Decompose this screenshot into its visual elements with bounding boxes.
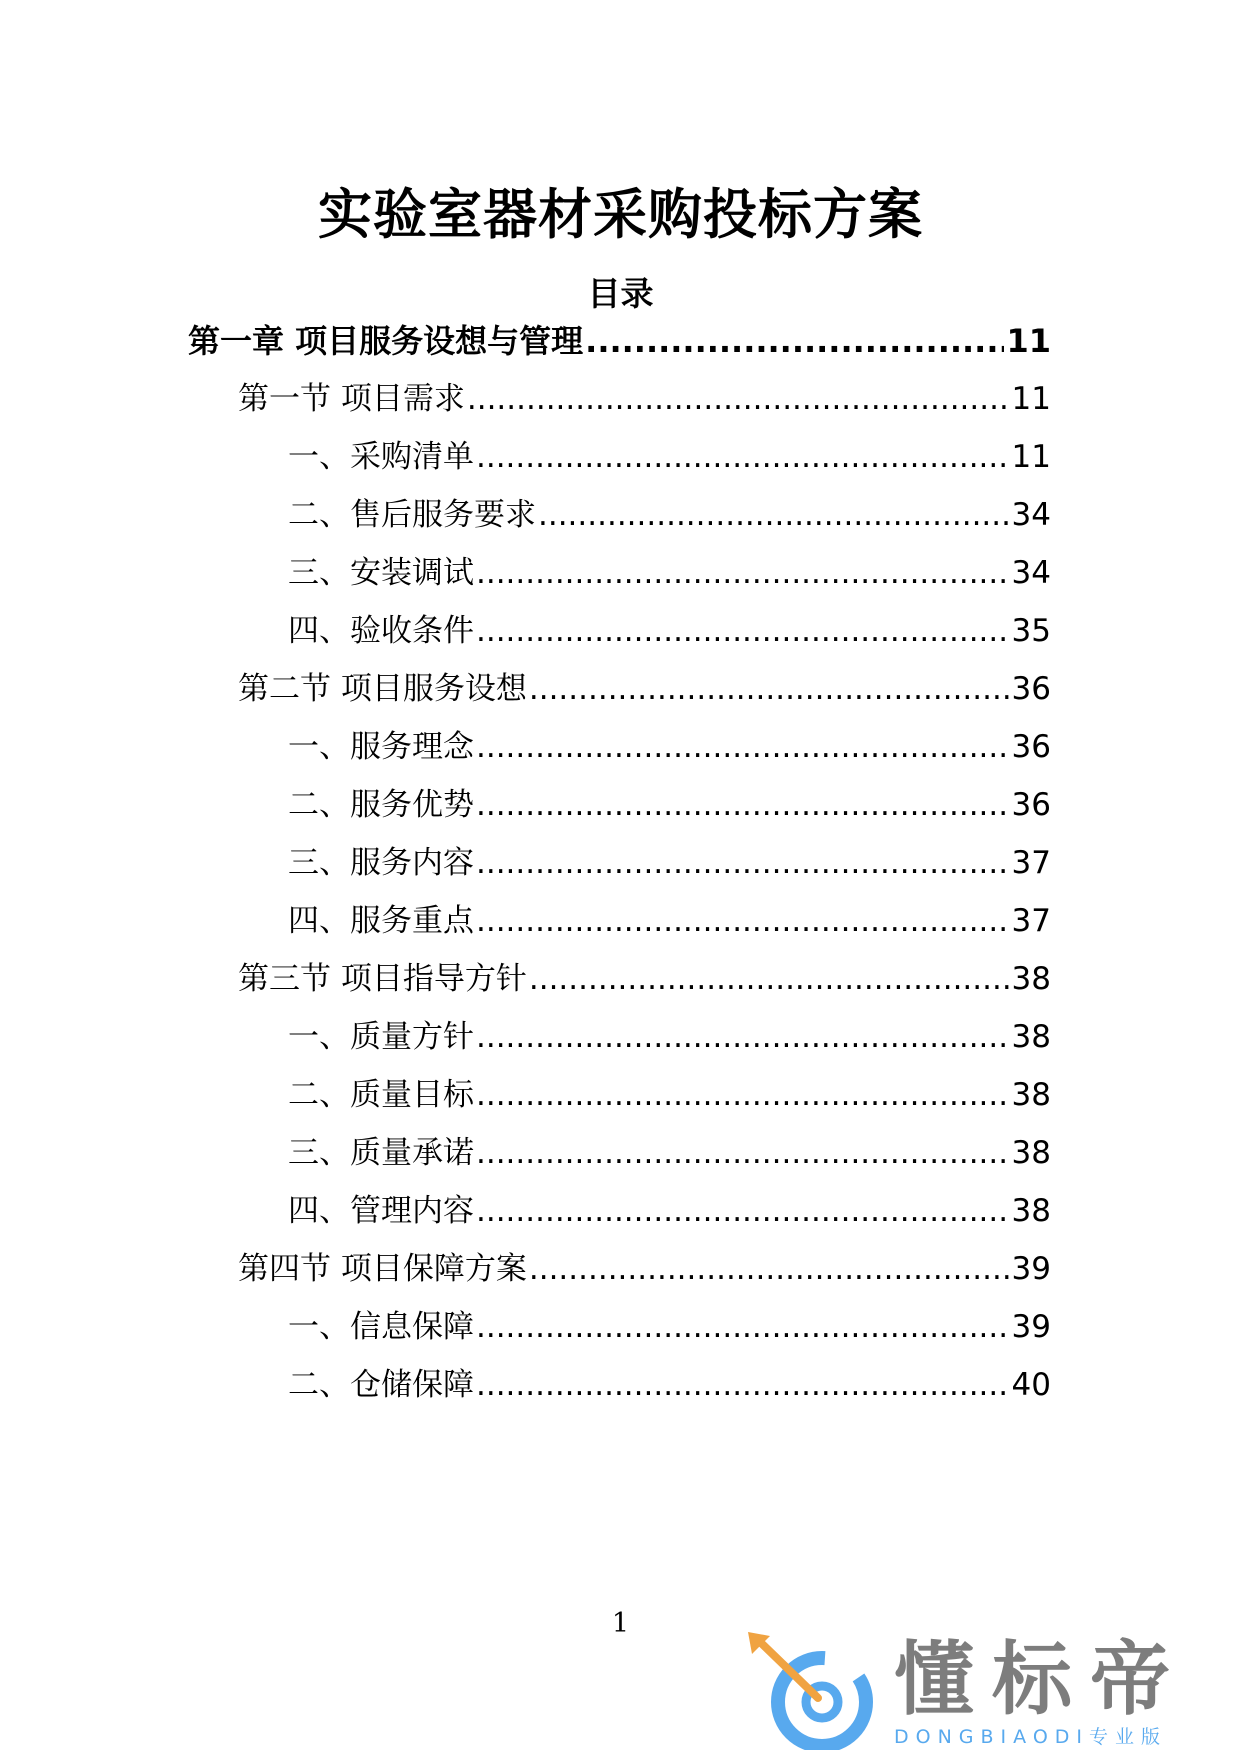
toc-dot-leader: [476, 1128, 1010, 1178]
toc-entry-page: 34: [1011, 555, 1051, 591]
toc-entry[interactable]: [238, 664, 1051, 714]
toc-entry[interactable]: [288, 1128, 1051, 1178]
toc-entry[interactable]: [288, 1360, 1051, 1410]
toc-entry[interactable]: [288, 1302, 1051, 1352]
toc-entry-label: 二、服务优势: [288, 787, 474, 823]
toc-entry-page: 34: [1011, 497, 1051, 533]
toc-dot-leader: [476, 780, 1010, 830]
toc-entry-page: 38: [1011, 1193, 1051, 1229]
toc-entry-page: 40: [1011, 1367, 1051, 1403]
toc-dot-leader: [476, 1186, 1010, 1236]
document-title: 实验室器材采购投标方案: [318, 183, 923, 246]
watermark-brand-name: 懂标帝: [894, 1633, 1188, 1726]
toc-dot-leader: [476, 1070, 1010, 1120]
watermark-logo: [742, 1632, 1222, 1750]
toc-dot-leader: [529, 954, 1010, 1004]
toc-entry-page: 11: [1011, 439, 1051, 475]
toc-dot-leader: [476, 838, 1010, 888]
watermark-brand-pinyin: DONGBIAODI: [894, 1726, 1090, 1748]
toc-dot-leader: [476, 606, 1010, 656]
toc-entry[interactable]: [288, 1012, 1051, 1062]
toc-entry-label: 三、质量承诺: [288, 1135, 474, 1171]
toc-entry-page: 11: [1011, 381, 1051, 417]
toc-entry-page: 36: [1011, 787, 1051, 823]
watermark-brand-edition: 专业版: [1089, 1726, 1168, 1748]
toc-dot-leader: [585, 316, 1004, 366]
toc-entry[interactable]: [288, 896, 1051, 946]
toc-entry-page: 38: [1011, 1019, 1051, 1055]
toc-entry[interactable]: [288, 490, 1051, 540]
toc-entry-label: 一、服务理念: [288, 729, 474, 765]
toc-dot-leader: [467, 374, 1010, 424]
toc-entry-page: 36: [1011, 671, 1051, 707]
toc-entry-label: 四、服务重点: [288, 903, 474, 939]
toc-heading: 目录: [587, 274, 654, 313]
toc-dot-leader: [476, 548, 1010, 598]
toc-entry[interactable]: [288, 838, 1051, 888]
toc-entry-label: 三、服务内容: [288, 845, 474, 881]
toc-entry-label: 一、采购清单: [288, 439, 474, 475]
toc-dot-leader: [476, 722, 1010, 772]
toc-entry[interactable]: [238, 1244, 1051, 1294]
toc-entry-label: 第二节 项目服务设想: [238, 671, 527, 707]
page-number: 1: [611, 1608, 630, 1639]
toc-entry[interactable]: [288, 1070, 1051, 1120]
toc-entry[interactable]: [188, 316, 1051, 366]
toc-entry[interactable]: [238, 954, 1051, 1004]
toc-entry-label: 第一节 项目需求: [238, 381, 465, 417]
toc-entry-label: 四、管理内容: [288, 1193, 474, 1229]
toc-entry-label: 二、质量目标: [288, 1077, 474, 1113]
toc-entry-page: 11: [1006, 322, 1051, 360]
toc-dot-leader: [476, 1360, 1010, 1410]
toc-entry-label: 第一章 项目服务设想与管理: [188, 322, 584, 360]
toc-dot-leader: [529, 1244, 1010, 1294]
toc-entry-label: 一、信息保障: [288, 1309, 474, 1345]
toc-entry-page: 38: [1011, 1077, 1051, 1113]
toc-entry-label: 三、安装调试: [288, 555, 474, 591]
toc-entry-page: 36: [1011, 729, 1051, 765]
toc-entry-page: 37: [1011, 845, 1051, 881]
toc-entry[interactable]: [288, 432, 1051, 482]
toc-entry-label: 一、质量方针: [288, 1019, 474, 1055]
toc-dot-leader: [529, 664, 1010, 714]
toc-entry[interactable]: [288, 1186, 1051, 1236]
toc-dot-leader: [476, 432, 1010, 482]
toc-entry-page: 38: [1011, 961, 1051, 997]
toc-dot-leader: [476, 1302, 1010, 1352]
toc-entry-page: 39: [1011, 1251, 1051, 1287]
toc-entry[interactable]: [288, 780, 1051, 830]
toc-entry-page: 39: [1011, 1309, 1051, 1345]
toc-entry-label: 第三节 项目指导方针: [238, 961, 527, 997]
toc-entry-label: 四、验收条件: [288, 613, 474, 649]
toc-dot-leader: [538, 490, 1010, 540]
toc-dot-leader: [476, 1012, 1010, 1062]
target-arrow-icon: [742, 1632, 882, 1750]
toc-entry[interactable]: [288, 548, 1051, 598]
toc-entry-page: 37: [1011, 903, 1051, 939]
toc-entry-page: 38: [1011, 1135, 1051, 1171]
toc-dot-leader: [476, 896, 1010, 946]
toc-entry-label: 第四节 项目保障方案: [238, 1251, 527, 1287]
toc-entry-label: 二、售后服务要求: [288, 497, 536, 533]
toc-entry-label: 二、仓储保障: [288, 1367, 474, 1403]
toc-entry[interactable]: [288, 722, 1051, 772]
toc-entry[interactable]: [238, 374, 1051, 424]
toc-entry-page: 35: [1011, 613, 1051, 649]
watermark-brand-subtitle: [894, 1726, 1167, 1748]
toc-entry[interactable]: [288, 606, 1051, 656]
